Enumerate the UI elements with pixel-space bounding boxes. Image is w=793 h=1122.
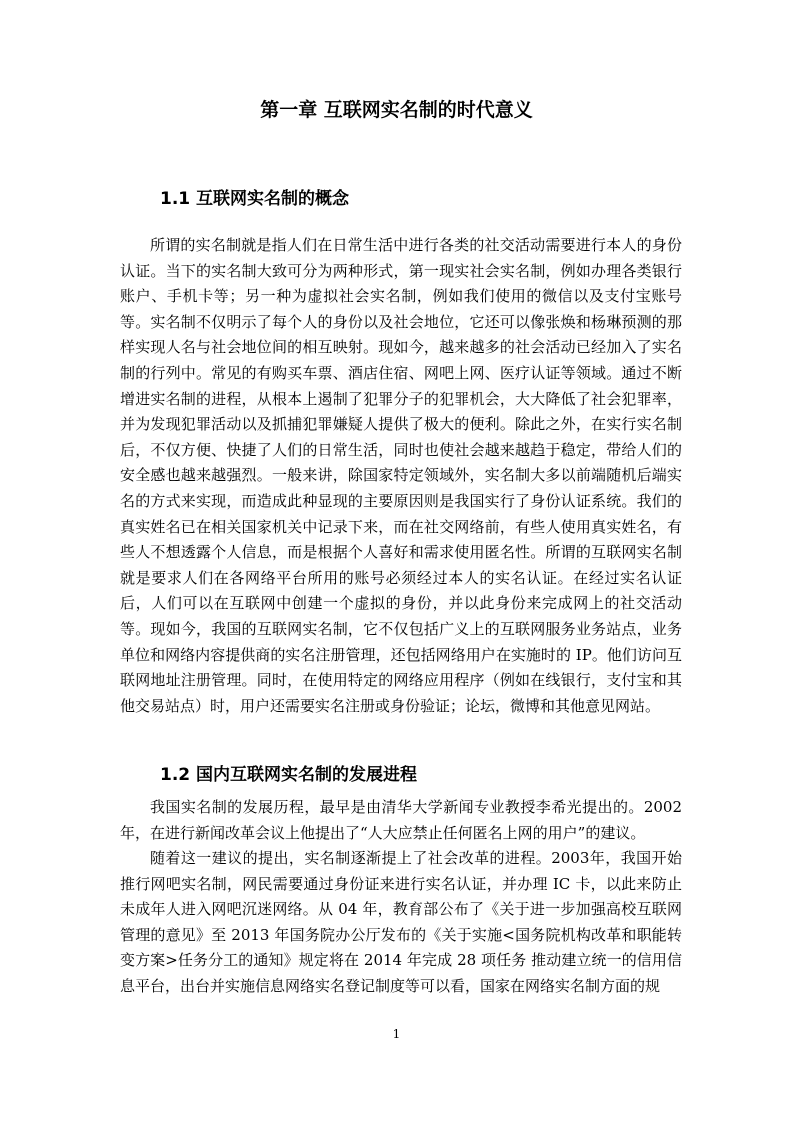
page-number: 1 [392, 1027, 401, 1041]
section-1-1-paragraph: 所谓的实名制就是指人们在日常生活中进行各类的社交活动需要进行本人的身份认证。当下的实名制大致可分为两种形式，第一现实社会实名制，例如办理各类银行账户、手机卡等；另一种为虚拟社会实名制，例如我们使用的微信以及支付宝账号等。实名制不仅明示了每个人的身份以及社会地位，它还可以像张焕和杨琳预测的那样实现人名与社会地位间的相互映射。现如今，越来越多的社会活动已经加入了实名制的行列中。常见的有购买车票、酒店住宿、网吧上网、医疗认证等领域。通过不断增进实名制的进程，从根本上遏制了犯罪分子的犯罪机会，大大降低了社会犯罪率，并为发现犯罪活动以及抓捕犯罪嫌疑人提供了极大的便利。除此之外，在实行实名制后，不仅方便、快捷了人们的日常生活，同时也使社会越来越趋于稳定，带给人们的安全感也越来越强烈。一般来讲，除国家特定领域外，实名制大多以前端随机后端实名的方式来实现，而造成此种显现的主要原因则是我国实行了身份认证系统。我们的真实姓名已在相关国家机关中记录下来，而在社交网络前，有些人使用真实姓名，有些人不想透露个人信息，而是根据个人喜好和需求使用匿名性。所谓的互联网实名制就是要求人们在各网络平台所用的账号必须经过本人的实名认证。在经过实名认证后，人们可以在互联网中创建一个虚拟的身份，并以此身份来完成网上的社交活动等。现如今，我国的互联网实名制，它不仅包括广义上的互联网服务业务站点，业务单位和网络内容提供商的实名注册管理，还包括网络用户在实施时的 IP。他们访问互联网地址注册管理。同时，在使用特定的网络应用程序（例如在线银行，支付宝和其他交易站点）时，用户还需要实名注册或身份验证；论坛，微博和其他意见网站。 [120, 236, 682, 715]
section-heading-1-2: 1.2 国内互联网实名制的发展进程 [160, 765, 418, 785]
section-heading-1-1: 1.1 互联网实名制的概念 [160, 189, 350, 209]
section-1-2-paragraph-2: 随着这一建议的提出，实名制逐渐提上了社会改革的进程。2003年，我国开始推行网吧实名制，网民需要通过身份证来进行实名认证，并办理 IC 卡，以此来防止未成年人进入网吧沉迷网络。从 04 年，教育部公布了《关于进一步加强高校互联网管理的意见》至 2013 年国务院办公厅发布的《关于实施<国务院机构改革和职能转变方案>任务分工的通知》规定将在 2014 年完成 28 项任务 推动建立统一的信用信息平台，出台并实施信息网络实名登记制度等可以看，国家在网络实名制方面的规 [120, 849, 682, 995]
chapter-title: 第一章 互联网实名制的时代意义 [260, 99, 533, 121]
section-1-2-paragraph-1: 我国实名制的发展历程，最早是由清华大学新闻专业教授李希光提出的。2002年，在进行新闻改革会议上他提出了“人大应禁止任何匿名上网的用户”的建议。 [120, 798, 682, 842]
